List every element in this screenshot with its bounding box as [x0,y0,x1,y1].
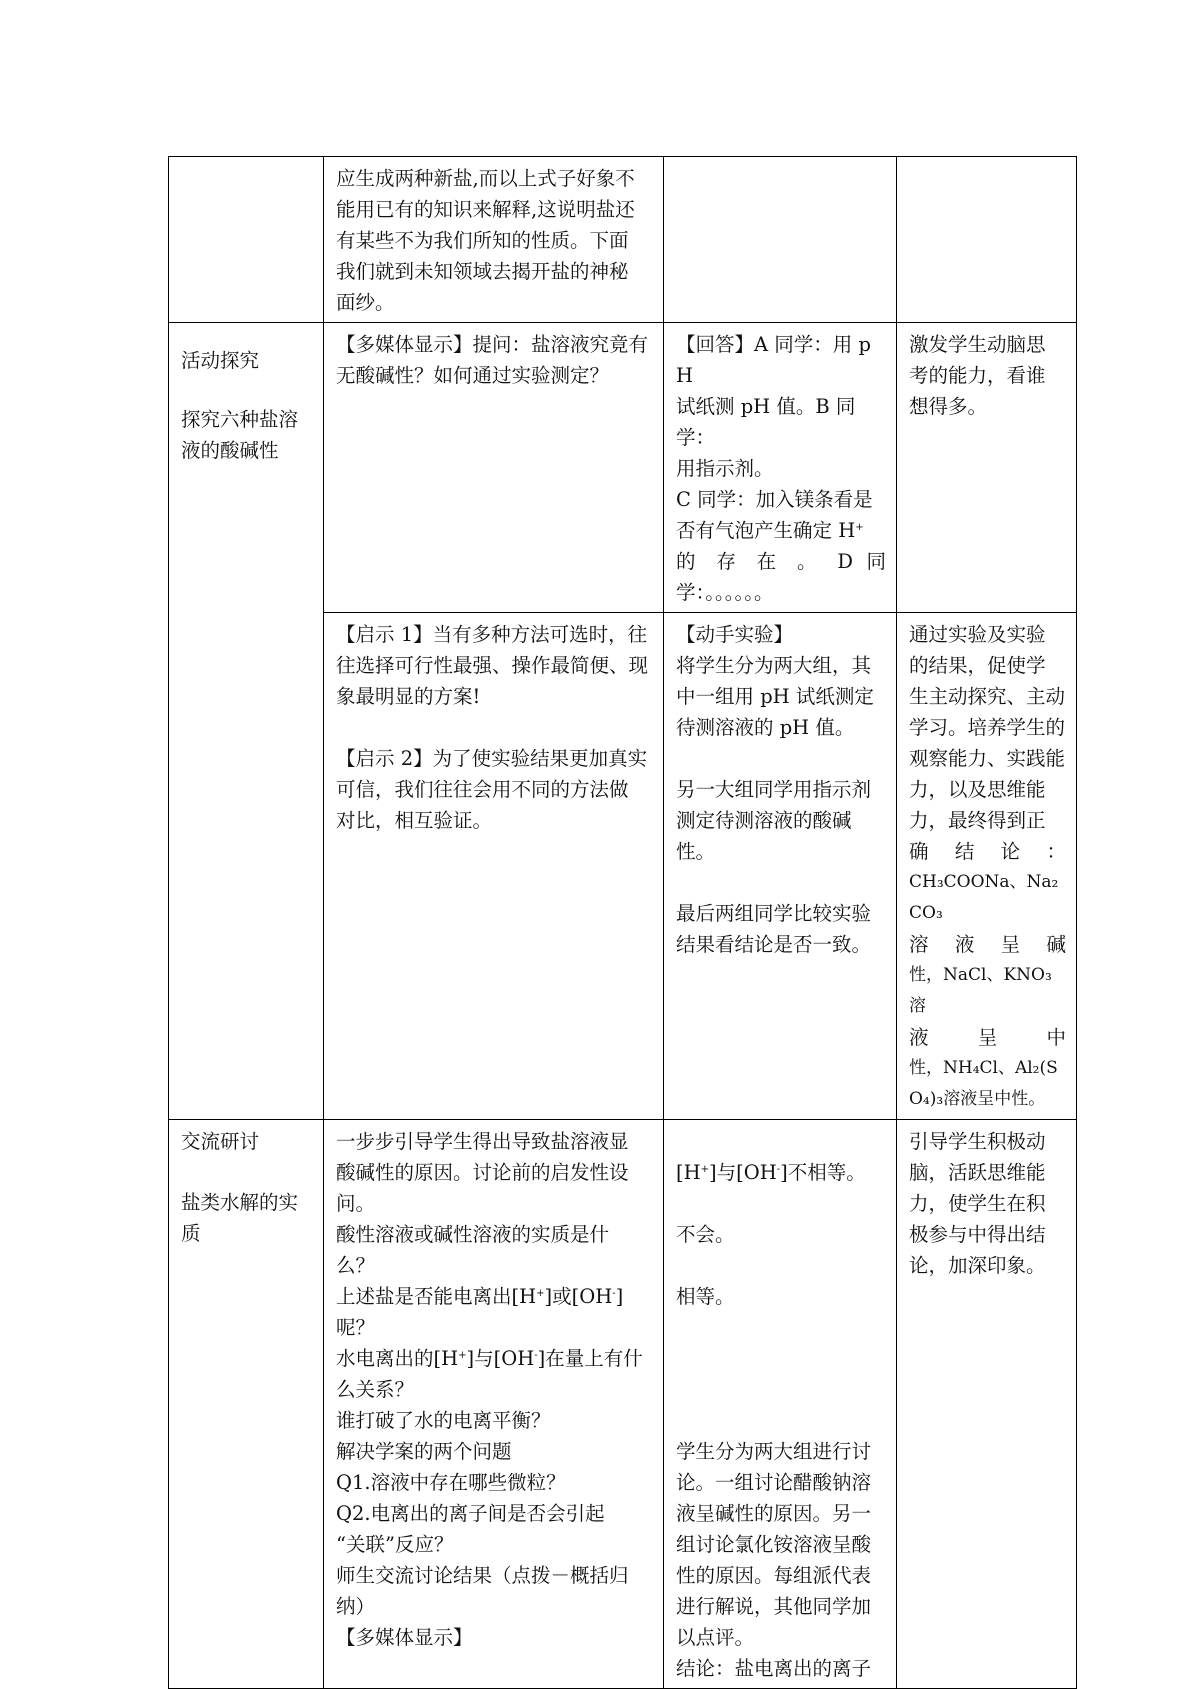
text-line: 么关系？ [336,1378,415,1401]
text-line: 对比，相互验证。 [336,809,493,832]
text-line: 么？ [336,1254,376,1277]
text-line: 组讨论氯化铵溶液呈酸 [676,1533,872,1556]
text-line: 应生成两种新盐,而以上式子好象不 [336,167,635,190]
salt-formula-line: 性，NH₄Cl、Al₂(S [909,1058,1058,1078]
text-line: 否有气泡产生确定 H+ [676,519,864,542]
text-line: 解决学案的两个问题 [336,1440,512,1463]
design-intent-cell [897,157,1077,323]
text-line: 液 呈 中 [909,1026,1066,1049]
text-line: “关联”反应？ [336,1533,454,1556]
stage-title: 交流研讨 [181,1130,260,1153]
design-intent-cell [897,323,1077,613]
text-line: 酸碱性的原因。讨论前的启发性设 [336,1161,629,1184]
text-line: 学习。培养学生的 [909,716,1066,739]
text-line: 纳） [336,1595,376,1618]
text-line: 考的能力，看谁 [909,364,1046,387]
text-line: 极参与中得出结 [909,1223,1046,1246]
text-line: 液呈碱性的原因。另一 [676,1502,872,1525]
text-line: 激发学生动脑思 [909,333,1046,356]
text-line: 酸性溶液或碱性溶液的实质是什 [336,1223,610,1246]
text-line: 【启示 2】为了使实验结果更加真实 [336,747,648,770]
text-line: 【回答】A 同学：用 pH [676,333,871,387]
salt-formula-line: CH₃COONa、Na₂CO₃ [909,872,1059,923]
text-line: 水电离出的[H+]与[OH-]在量上有什 [336,1347,643,1370]
stage-title: 活动探究 [181,349,260,372]
text-line: 中一组用 pH 试纸测定 [676,685,874,708]
text-line: Q2.电离出的离子间是否会引起 [336,1502,605,1525]
text-line: 师生交流讨论结果（点拨－概括归 [336,1564,629,1587]
stage-cell [169,157,324,323]
topic-line: 探究六种盐溶 [181,408,299,431]
text-line: 生主动探究、主动 [909,685,1066,708]
text-line: 另一大组同学用指示剂 [676,778,872,801]
text-line: 不会。 [676,1223,735,1246]
text-line: 象最明显的方案! [336,685,481,708]
design-intent-cell [897,1120,1077,1689]
student-activity-cell [664,1120,897,1689]
text-line: [H+]与[OH-]不相等。 [676,1161,866,1184]
text-line: 将学生分为两大组，其 [676,654,872,677]
stage-cell [169,1120,324,1689]
text-line: 【多媒体显示】 [336,1626,473,1649]
lesson-plan-table [168,156,1077,1689]
text-line: 【多媒体显示】提问：盐溶液究竟有 [336,333,649,356]
teacher-activity-cell [324,613,664,1120]
teacher-activity-cell [324,1120,664,1689]
text-line: 问。 [336,1192,376,1215]
text-line: C 同学：加入镁条看是 [676,488,873,511]
text-line: 的结果，促使学 [909,654,1046,677]
text-line: 脑，活跃思维能 [909,1161,1046,1184]
text-line: 【启示 1】当有多种方法可选时，往 [336,623,648,646]
text-line: 能用已有的知识来解释,这说明盐还 [336,198,635,221]
topic-line: 质 [181,1222,201,1245]
text-line: 确 结 论 ： [909,840,1066,863]
text-line: 溶 液 呈 碱 [909,933,1066,956]
student-activity-cell [664,323,897,613]
text-line: 论，加深印象。 [909,1254,1046,1277]
text-line: 观察能力、实践能 [909,747,1066,770]
text-line: 的 存 在 。 D 同 [676,550,886,573]
text-line: Q1.溶液中存在哪些微粒？ [336,1471,566,1494]
text-line: 谁打破了水的电离平衡？ [336,1409,551,1432]
table-row [169,323,1077,613]
text-line: 通过实验及实验 [909,623,1046,646]
student-activity-cell [664,157,897,323]
text-line: 最后两组同学比较实验 [676,902,872,925]
text-line: 力，以及思维能 [909,778,1046,801]
text-line: 呢？ [336,1316,376,1339]
text-line: 上述盐是否能电离出[H+]或[OH-] [336,1285,624,1308]
table-row [169,157,1077,323]
topic-line: 液的酸碱性 [181,439,279,462]
text-line: 用指示剂。 [676,457,774,480]
text-line: 论。一组讨论醋酸钠溶 [676,1471,872,1494]
text-line: 学生分为两大组进行讨 [676,1440,872,1463]
stage-cell [169,323,324,1120]
text-line: 无酸碱性？如何通过实验测定？ [336,364,610,387]
text-line: 结果看结论是否一致。 [676,933,872,956]
text-line: 性的原因。每组派代表 [676,1564,872,1587]
salt-formula-line: O₄)₃溶液呈中性。 [909,1089,1046,1109]
text-line: 试纸测 pH 值。B 同学： [676,395,856,449]
text-line: 进行解说，其他同学加 [676,1595,872,1618]
teacher-activity-cell [324,323,664,613]
text-line: 结论：盐电离出的离子 [676,1657,872,1680]
text-line: 可信，我们往往会用不同的方法做 [336,778,629,801]
text-line: 待测溶液的 pH 值。 [676,716,855,739]
text-line: 我们就到未知领域去揭开盐的神秘 [336,260,629,283]
topic-line: 盐类水解的实 [181,1191,299,1214]
text-line: 性。 [676,840,716,863]
text-line: 一步步引导学生得出导致盐溶液显 [336,1130,629,1153]
design-intent-cell [897,613,1077,1120]
text-line: 有某些不为我们所知的性质。下面 [336,229,629,252]
text-line: 想得多。 [909,395,988,418]
text-line: 往选择可行性最强、操作最简便、现 [336,654,649,677]
text-line: 学：。。。。。。 [676,581,774,604]
text-line: 引导学生积极动 [909,1130,1046,1153]
text-line: 【动手实验】 [676,623,794,646]
teacher-activity-cell [324,157,664,323]
text-line: 相等。 [676,1285,735,1308]
text-line: 面纱。 [336,291,395,314]
salt-formula-line: 性，NaCl、KNO₃溶 [909,965,1052,1016]
text-line: 力，使学生在积 [909,1192,1046,1215]
text-line: 测定待测溶液的酸碱 [676,809,852,832]
table-row [169,1120,1077,1689]
text-line: 以点评。 [676,1626,755,1649]
student-activity-cell [664,613,897,1120]
text-line: 力，最终得到正 [909,809,1046,832]
